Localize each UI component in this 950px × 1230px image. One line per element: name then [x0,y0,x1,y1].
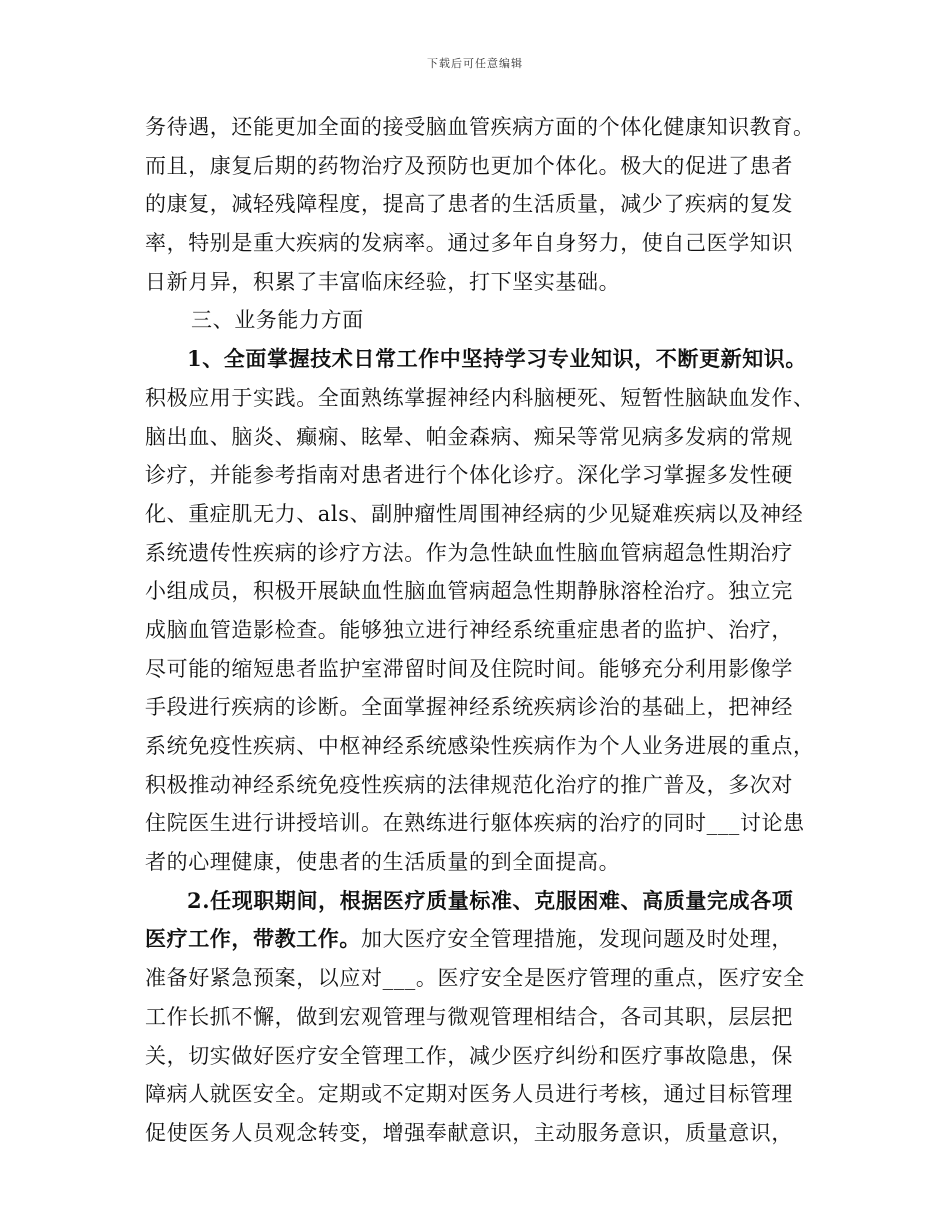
text-line [145,340,835,379]
document-body [145,108,835,1153]
text-line: 关，切实做好医疗安全管理工作，减少医疗纠纷和医疗事故隐患，保 [145,1043,793,1068]
text-line: 成脑血管造影检查。能够独立进行神经系统重症患者的监护、治疗， [145,617,793,642]
text-line: 系统免疫性疾病、中枢神经系统感染性疾病作为个人业务进展的重点， [145,734,815,758]
text-line: 日新月异，积累了丰富临床经验，打下坚实基础。 [145,269,621,294]
text-line: 系统遗传性疾病的诊疗方法。作为急性缺血性脑血管病超急性期治疗 [145,540,793,565]
text-line: 积极推动神经系统免疫性疾病的法律规范化治疗的推广普及，多次对 [145,772,793,797]
text-line: 的康复，减轻残障程度，提高了患者的生活质量，减少了疾病的复发 [145,192,793,217]
text-line [145,882,835,921]
text-line: 手段进行疾病的诊断。全面掌握神经系统疾病诊治的基础上，把神经 [145,695,793,720]
bold-lead: 医疗工作，带教工作。 [145,926,361,952]
text-line: 工作长抓不懈，做到宏观管理与微观管理相结合，各司其职，层层把 [145,1004,793,1029]
bold-lead: 2.任现职期间，根据医疗质量标准、克服困难、高质量完成各项 [187,887,794,913]
text-line: 准备好紧急预案，以应对___。医疗安全是医疗管理的重点，医疗安全 [145,966,805,991]
bold-lead: 1、全面掌握技术日常工作中坚持学习专业知识，不断更新知识。 [187,346,808,372]
section-heading: 三、业务能力方面 [191,308,364,333]
text-line: 住院医生进行讲授培训。在熟练进行躯体疾病的治疗的同时___讨论患 [145,811,805,836]
page-header: 下载后可任意编辑 [427,57,523,70]
text-line: 障病人就医安全。定期或不定期对医务人员进行考核，通过目标管理 [145,1082,793,1107]
text-line: 务待遇，还能更加全面的接受脑血管疾病方面的个体化健康知识教育。 [145,115,815,139]
text-line: 脑出血、脑炎、癫痫、眩晕、帕金森病、痴呆等常见病多发病的常规 [145,424,793,449]
text-line: 者的心理健康，使患者的生活质量的到全面提高。 [145,850,621,875]
text-line: 诊疗，并能参考指南对患者进行个体化诊疗。深化学习掌握多发性硬 [145,463,793,488]
text-line: 而且，康复后期的药物治疗及预防也更加个体化。极大的促进了患者 [145,153,793,178]
text-line: 尽可能的缩短患者监护室滞留时间及住院时间。能够充分利用影像学 [145,656,793,681]
text-line: 促使医务人员观念转变，增强奉献意识，主动服务意识，质量意识， [145,1120,793,1145]
text-line: 化、重症肌无力、als、副肿瘤性周围神经病的少见疑难疾病以及神经 [145,501,804,526]
text-line: 率，特别是重大疾病的发病率。通过多年自身努力，使自己医学知识 [145,231,793,256]
text-line: 医疗工作，带教工作。加大医疗安全管理措施，发现问题及时处理， [145,926,793,952]
text-line: 积极应用于实践。全面熟练掌握神经内科脑梗死、短暂性脑缺血发作、 [145,385,815,410]
text-line: 小组成员，积极开展缺血性脑血管病超急性期静脉溶栓治疗。独立完 [145,579,793,604]
